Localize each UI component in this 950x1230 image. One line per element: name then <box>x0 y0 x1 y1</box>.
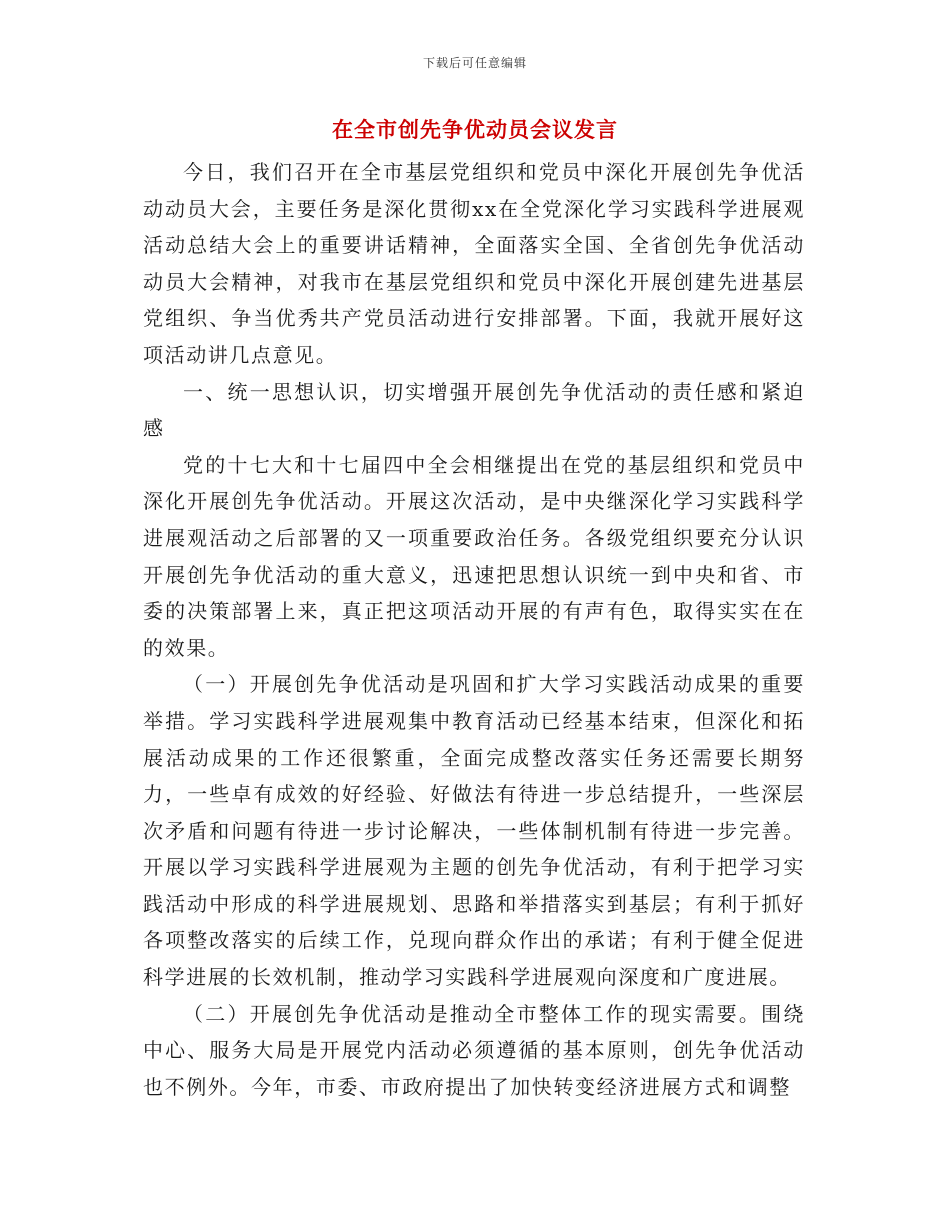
paragraph-section-1: 党的十七大和十七届四中全会相继提出在党的基层组织和党员中深化开展创先争优活动。开展这次活动，是中央继深化学习实践科学进展观活动之后部署的又一项重要政治任务。各级党组织要充分认识开展创先争优活动的重大意义，迅速把思想认识统一到中央和省、市委的决策部署上来，真正把这项活动开展的有声有色，取得实实在在的效果。 <box>143 452 805 660</box>
header-note: 下载后可任意编辑 <box>422 56 527 70</box>
document-body <box>143 154 805 1105</box>
paragraph-point-1: （一）开展创先争优活动是巩固和扩大学习实践活动成果的重要举措。学习实践科学进展观集中教育活动已经基本结束，但深化和拓展活动成果的工作还很繁重，全面完成整改落实任务还需要长期努力，一些卓有成效的好经验、好做法有待进一步总结提升，一些深层次矛盾和问题有待进一步讨论解决，一些体制机制有待进一步完善。开展以学习实践科学进展观为主题的创先争优活动，有利于把学习实践活动中形成的科学进展规划、思路和举措落实到基层；有利于抓好各项整改落实的后续工作，兑现向群众作出的承诺；有利于健全促进科学进展的长效机制，推动学习实践科学进展观向深度和广度进展。 <box>143 672 805 990</box>
section-heading-1: 一、统一思想认识，切实增强开展创先争优活动的责任感和紧迫感 <box>143 379 805 441</box>
paragraph-intro: 今日，我们召开在全市基层党组织和党员中深化开展创先争优活动动员大会，主要任务是深化贯彻xx在全党深化学习实践科学进展观活动总结大会上的重要讲话精神，全面落实全国、全省创先争优活动动员大会精神，对我市在基层党组织和党员中深化开展创建先进基层党组织、争当优秀共产党员活动进行安排部署。下面，我就开展好这项活动讲几点意见。 <box>143 160 805 367</box>
paragraph-point-2: （二）开展创先争优活动是推动全市整体工作的现实需要。围绕中心、服务大局是开展党内活动必须遵循的基本原则，创先争优活动也不例外。今年，市委、市政府提出了加快转变经济进展方式和调整 <box>143 1001 805 1099</box>
document-title: 在全市创先争优动员会议发言 <box>332 117 618 142</box>
